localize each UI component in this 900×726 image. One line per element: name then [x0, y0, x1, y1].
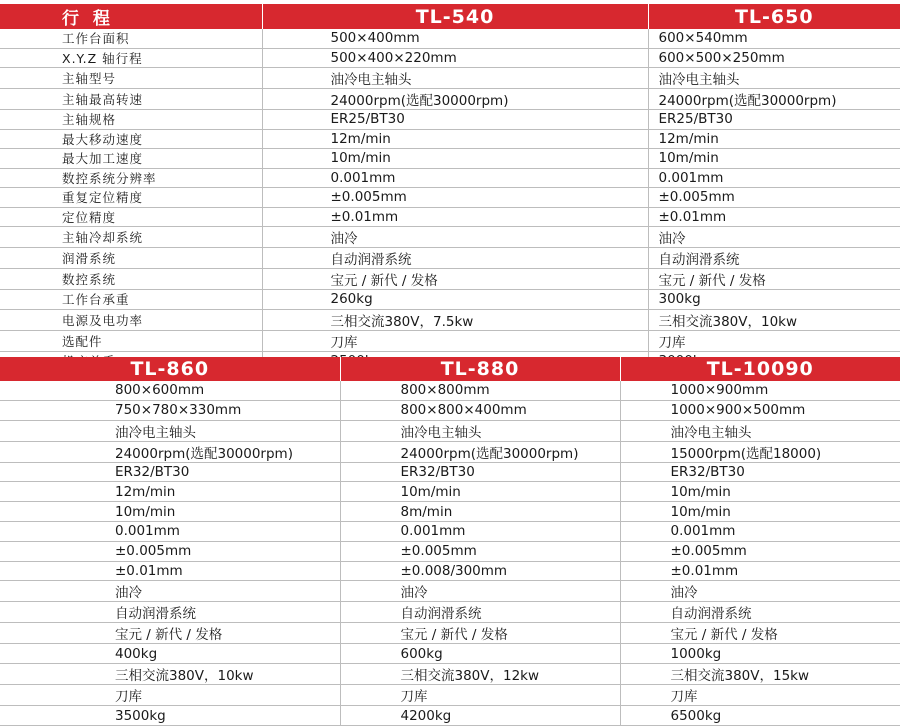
spec-value: ±0.008/300mm: [340, 561, 620, 581]
spec-value: 三相交流380V，15kw: [620, 664, 900, 685]
table-row: [0, 400, 900, 420]
spec-value: 600×500×250mm: [648, 48, 900, 68]
spec-value: 24000rpm(选配30000rpm): [0, 441, 340, 462]
spec-value: 12m/min: [648, 129, 900, 149]
spec-value: ER32/BT30: [620, 462, 900, 482]
table-row: [0, 581, 900, 602]
table-row: [0, 188, 900, 208]
table-row: [0, 706, 900, 726]
spec-value: ±0.01mm: [0, 561, 340, 581]
spec-label: 选配件: [0, 330, 262, 351]
spec-value: 10m/min: [620, 482, 900, 502]
spec-value: 6500kg: [620, 706, 900, 726]
spec-value: 刀库: [620, 685, 900, 706]
table-row: [0, 309, 900, 330]
spec-value: 1000×900×500mm: [620, 400, 900, 420]
spec-label: 电源及电功率: [0, 309, 262, 330]
table-row: [0, 644, 900, 664]
spec-value: 260kg: [262, 290, 648, 310]
spec-value: ±0.005mm: [262, 188, 648, 208]
spec-value: 油冷电主轴头: [262, 68, 648, 89]
spec-label: 主轴最高转速: [0, 89, 262, 110]
table-row: [0, 623, 900, 644]
spec-value: 500×400mm: [262, 29, 648, 48]
spec-value: 8m/min: [340, 502, 620, 522]
spec-value: 600kg: [340, 644, 620, 664]
spec-value: 4200kg: [340, 706, 620, 726]
spec-value: 10m/min: [620, 502, 900, 522]
spec-value: 1000kg: [620, 644, 900, 664]
spec-value: 油冷: [0, 581, 340, 602]
spec-value: 300kg: [648, 290, 900, 310]
table-row: [0, 89, 900, 110]
spec-value: 0.001mm: [340, 521, 620, 541]
table-row: [0, 482, 900, 502]
spec-label: 最大加工速度: [0, 149, 262, 169]
spec-value: 0.001mm: [0, 521, 340, 541]
spec-label: 最大移动速度: [0, 129, 262, 149]
spec-value: 800×800×400mm: [340, 400, 620, 420]
spec-value: 油冷电主轴头: [340, 420, 620, 441]
spec-value: 自动润滑系统: [0, 602, 340, 623]
spec-value: 宝元 / 新代 / 发格: [620, 623, 900, 644]
spec-value: 油冷电主轴头: [620, 420, 900, 441]
spec-value: 油冷: [620, 581, 900, 602]
model-name: TL-540: [262, 4, 648, 29]
header-label: 行 程: [0, 4, 262, 29]
table-row: [0, 168, 900, 188]
spec-value: 10m/min: [0, 502, 340, 522]
model-name: TL-860: [0, 357, 340, 381]
spec-value: 三相交流380V，10kw: [648, 309, 900, 330]
table-row: [0, 664, 900, 685]
table-row: [0, 462, 900, 482]
spec-table-top: [0, 4, 900, 371]
spec-table-bottom-body: [0, 381, 900, 725]
spec-value: 24000rpm(选配30000rpm): [648, 89, 900, 110]
spec-value: 刀库: [262, 330, 648, 351]
spec-value: 三相交流380V，7.5kw: [262, 309, 648, 330]
table-row: [0, 420, 900, 441]
spec-value: ±0.01mm: [648, 207, 900, 227]
spec-value: 自动润滑系统: [620, 602, 900, 623]
table-row: [0, 290, 900, 310]
spec-label: 主轴冷却系统: [0, 227, 262, 248]
table-row: [0, 381, 900, 400]
spec-value: 自动润滑系统: [340, 602, 620, 623]
spec-value: 750×780×330mm: [0, 400, 340, 420]
spec-value: 0.001mm: [262, 168, 648, 188]
spec-value: 0.001mm: [648, 168, 900, 188]
spec-value: 油冷电主轴头: [648, 68, 900, 89]
spec-value: ±0.005mm: [620, 541, 900, 561]
spec-value: 油冷: [648, 227, 900, 248]
spec-value: ER32/BT30: [340, 462, 620, 482]
table-row: [0, 561, 900, 581]
spec-value: ±0.005mm: [0, 541, 340, 561]
table-row: [0, 521, 900, 541]
table-row: [0, 602, 900, 623]
spec-value: 三相交流380V，12kw: [340, 664, 620, 685]
spec-value: 三相交流380V，10kw: [0, 664, 340, 685]
spec-value: 24000rpm(选配30000rpm): [262, 89, 648, 110]
table-row: [0, 502, 900, 522]
spec-value: 宝元 / 新代 / 发格: [0, 623, 340, 644]
spec-value: 10m/min: [648, 149, 900, 169]
spec-value: 0.001mm: [620, 521, 900, 541]
spec-value: 宝元 / 新代 / 发格: [262, 269, 648, 290]
spec-value: 1000×900mm: [620, 381, 900, 400]
table-row: [0, 685, 900, 706]
table-row: [0, 68, 900, 89]
spec-table-top-body: [0, 29, 900, 371]
spec-label: 主轴规格: [0, 110, 262, 130]
spec-value: 刀库: [0, 685, 340, 706]
spec-value: 15000rpm(选配18000): [620, 441, 900, 462]
spec-value: 油冷: [340, 581, 620, 602]
spec-value: 600×540mm: [648, 29, 900, 48]
spec-label: 定位精度: [0, 207, 262, 227]
spec-value: ±0.005mm: [648, 188, 900, 208]
spec-value: ±0.01mm: [262, 207, 648, 227]
spec-value: 油冷电主轴头: [0, 420, 340, 441]
spec-value: ER32/BT30: [0, 462, 340, 482]
spec-value: 800×600mm: [0, 381, 340, 400]
spec-value: 刀库: [648, 330, 900, 351]
spec-value: 3500kg: [0, 706, 340, 726]
spec-value: 400kg: [0, 644, 340, 664]
spec-value: ER25/BT30: [262, 110, 648, 130]
spec-label: 工作台面积: [0, 29, 262, 48]
spec-value: 10m/min: [340, 482, 620, 502]
model-name: TL-10090: [620, 357, 900, 381]
spec-value: 12m/min: [262, 129, 648, 149]
table-row: [0, 129, 900, 149]
table-row: [0, 227, 900, 248]
spec-label: 主轴型号: [0, 68, 262, 89]
spec-label: 润滑系统: [0, 248, 262, 269]
spec-value: 500×400×220mm: [262, 48, 648, 68]
spec-value: 10m/min: [262, 149, 648, 169]
table-row: [0, 330, 900, 351]
spec-label: 工作台承重: [0, 290, 262, 310]
spec-label: 数控系统: [0, 269, 262, 290]
table-row: [0, 29, 900, 48]
spec-value: ER25/BT30: [648, 110, 900, 130]
model-name: TL-880: [340, 357, 620, 381]
table-row: [0, 441, 900, 462]
spec-value: 自动润滑系统: [262, 248, 648, 269]
spec-value: 宝元 / 新代 / 发格: [340, 623, 620, 644]
spec-value: 12m/min: [0, 482, 340, 502]
spec-label: X.Y.Z 轴行程: [0, 48, 262, 68]
spec-value: 24000rpm(选配30000rpm): [340, 441, 620, 462]
spec-label: 重复定位精度: [0, 188, 262, 208]
spec-value: ±0.005mm: [340, 541, 620, 561]
spec-value: 油冷: [262, 227, 648, 248]
spec-table-bottom: [0, 357, 900, 726]
spec-value: 自动润滑系统: [648, 248, 900, 269]
table-row: [0, 541, 900, 561]
spec-table-bottom-header: [0, 357, 900, 381]
spec-table-top-header: [0, 4, 900, 29]
spec-label: 数控系统分辨率: [0, 168, 262, 188]
table-row: [0, 149, 900, 169]
spec-value: ±0.01mm: [620, 561, 900, 581]
table-row: [0, 207, 900, 227]
table-row: [0, 269, 900, 290]
table-row: [0, 110, 900, 130]
spec-value: 宝元 / 新代 / 发格: [648, 269, 900, 290]
spec-value: 800×800mm: [340, 381, 620, 400]
spec-value: 刀库: [340, 685, 620, 706]
table-row: [0, 48, 900, 68]
table-row: [0, 248, 900, 269]
model-name: TL-650: [648, 4, 900, 29]
